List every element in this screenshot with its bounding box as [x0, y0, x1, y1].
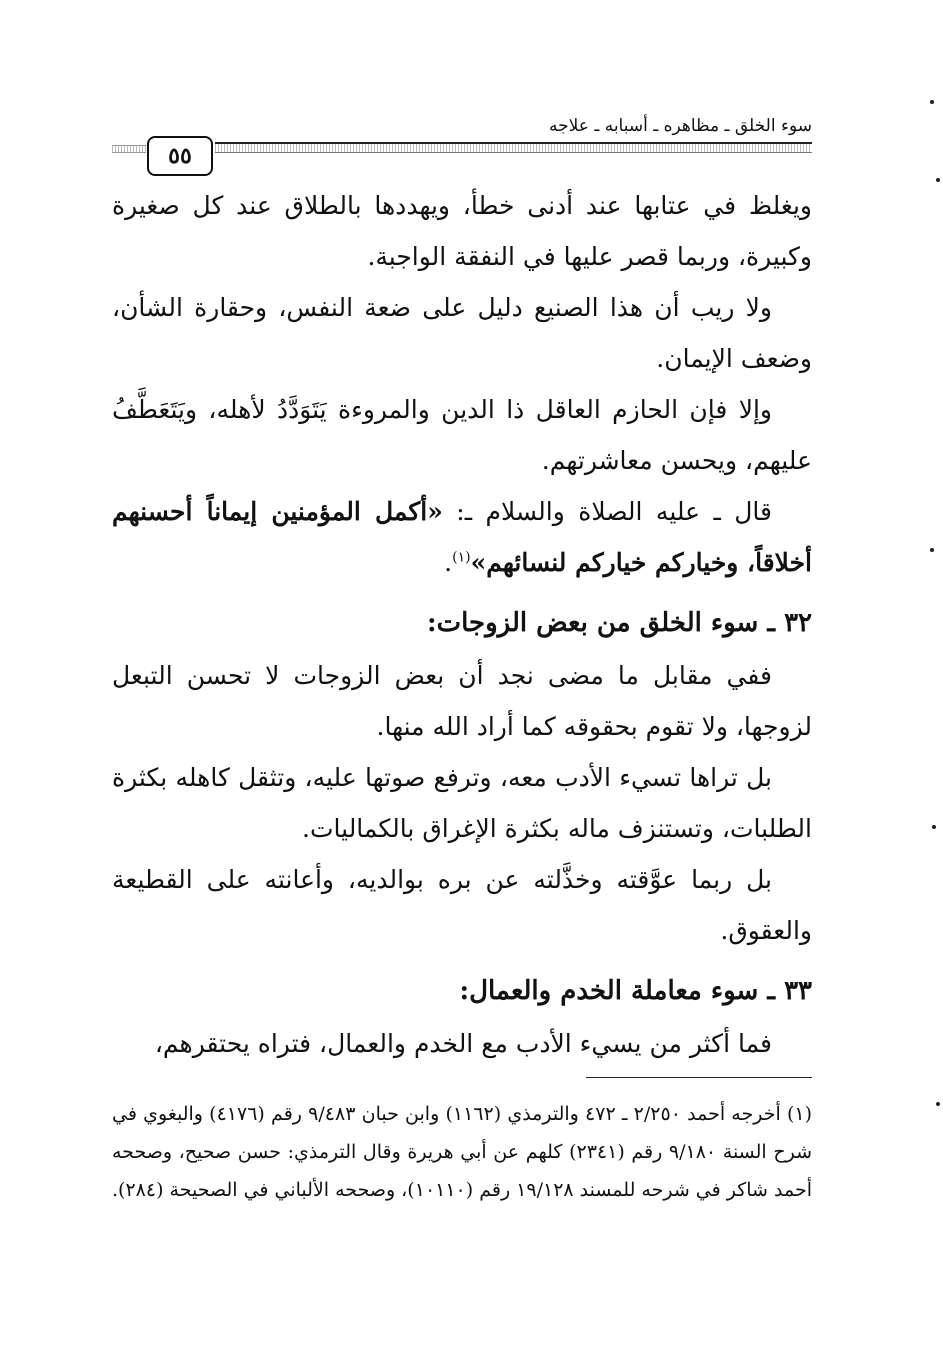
hadith-intro: قال ـ عليه الصلاة والسلام ـ:: [442, 497, 772, 526]
footnote-1: (١) أخرجه أحمد ٢/٢٥٠ ـ ٤٧٢ والترمذي (١١٦٢) وابن حبان ٩/٤٨٣ رقم (٤١٧٦) والبغوي في شرح السنة ٩/١٨٠ رقم (٢٣٤١) كلهم عن أبي هريرة وقال الترمذي: حسن صحيح، وصححه أحمد شاكر في شرحه للمسند ١٩/١٢٨ رقم (١٠١١٠)، وصححه الألباني في الصحيحة (٢٨٤).: [112, 1103, 813, 1201]
header-rule-left: [112, 145, 146, 153]
paragraph-2: ولا ريب أن هذا الصنيع دليل على ضعة النفس، وحقارة الشأن، وضعف الإيمان.: [112, 293, 812, 373]
paragraph-7: بل ربما عوَّقته وخذَّلته عن بره بوالديه، وأعانته على القطيعة والعقوق.: [112, 865, 812, 945]
section-heading-33: ٣٣ ـ سوء معاملة الخدم والعمال:: [459, 976, 812, 1006]
paragraph-3: وإلا فإن الحازم العاقل ذا الدين والمروءة يَتَوَدَّدُ لأهله، ويَتَعَطَّفُ عليهم، ويحسن معاشرتهم.: [112, 395, 812, 475]
scan-speck: [932, 825, 936, 829]
footnote-reference: (١): [452, 549, 471, 566]
page-number-badge: [147, 136, 213, 176]
paragraph-8: فما أكثر من يسيء الأدب مع الخدم والعمال، فتراه يحتقرهم،: [154, 1029, 772, 1058]
paragraph-1: ويغلظ في عتابها عند أدنى خطأ، ويهددها بالطلاق عند كل صغيرة وكبيرة، وربما قصر عليها في النفقة الواجبة.: [112, 191, 812, 271]
scan-speck: [930, 100, 934, 104]
header-rule: [215, 142, 812, 153]
scan-speck: [936, 1102, 940, 1106]
section-heading-32: ٣٢ ـ سوء الخلق من بعض الزوجات:: [427, 608, 812, 638]
body-text: [112, 180, 812, 1069]
paragraph-4-hadith-quote: [112, 486, 812, 588]
running-title: سوء الخلق ـ مظاهره ـ أسبابه ـ علاجه: [549, 116, 812, 136]
hadith-text: «أكمل المؤمنين إيماناً أحسنهم أخلاقاً، وخياركم خياركم لنسائهم»: [112, 497, 812, 577]
paragraph-6: بل تراها تسيء الأدب معه، وترفع صوتها عليه، وتثقل كاهله بكثرة الطلبات، وتستنزف ماله بكثرة الإغراق بالكماليات.: [112, 763, 812, 843]
hadith-end: .: [444, 548, 453, 577]
scan-speck: [936, 178, 940, 182]
scan-speck: [930, 548, 934, 552]
page-number: ٥٥: [168, 143, 192, 169]
footnote-separator: [586, 1077, 812, 1078]
paragraph-5: ففي مقابل ما مضى نجد أن بعض الزوجات لا تحسن التبعل لزوجها، ولا تقوم بحقوقه كما أراد الله منها.: [112, 661, 812, 741]
